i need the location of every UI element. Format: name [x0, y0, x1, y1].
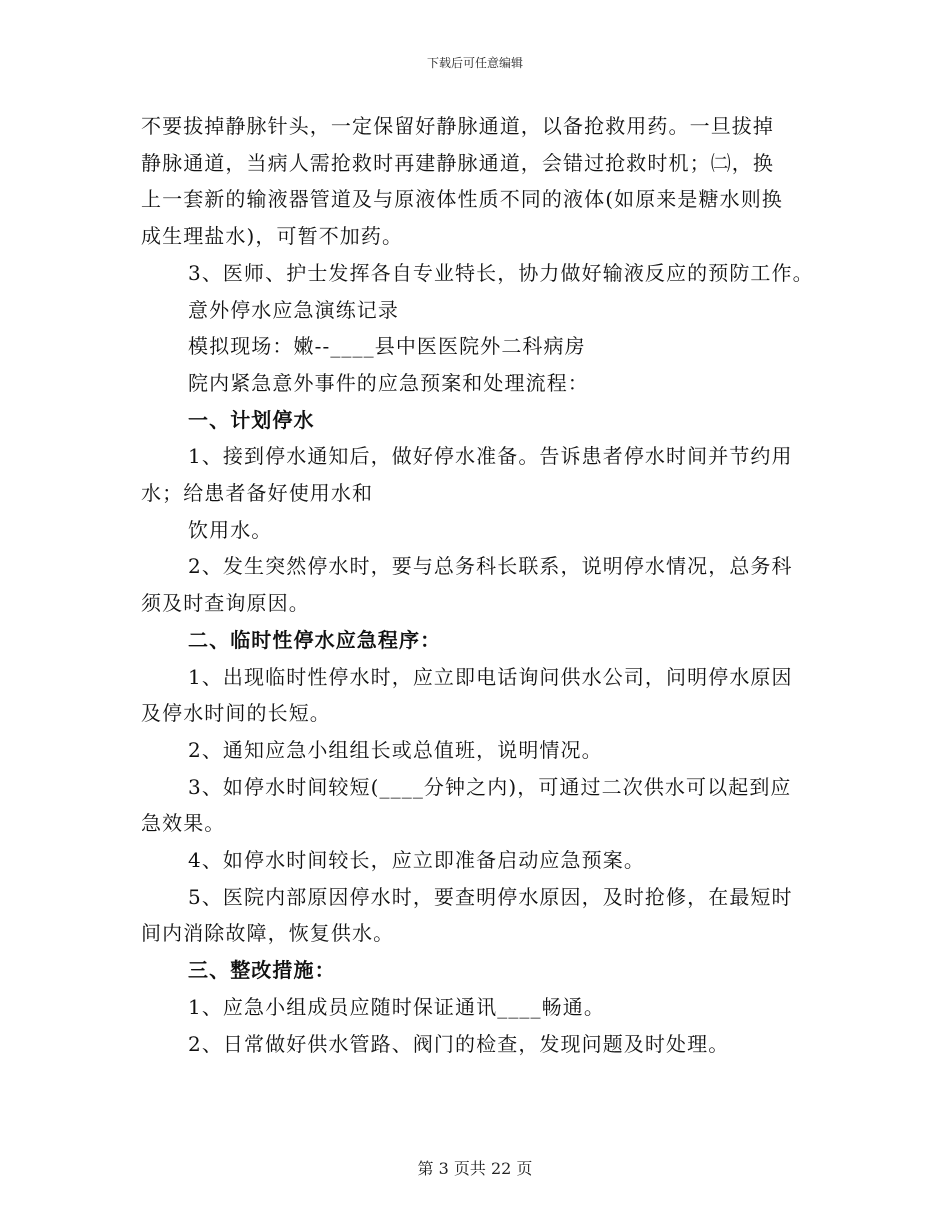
page-header: 下载后可任意编辑 [426, 56, 523, 70]
section-heading: 一、计划停水 [188, 407, 315, 432]
text-line: 上一套新的输液器管道及与原液体性质不同的液体(如原来是糖水则换 [141, 187, 783, 212]
text-line: 间内消除故障，恢复供水。 [141, 921, 395, 946]
text-line: 饮用水。 [188, 517, 273, 542]
text-line: 院内紧急意外事件的应急预案和处理流程： [188, 370, 589, 395]
text-line: 2、发生突然停水时，要与总务科长联系，说明停水情况，总务科 [188, 554, 793, 579]
text-line: 模拟现场：嫩--____县中医医院外二科病房 [188, 334, 586, 359]
text-line: 不要拔掉静脉针头，一定保留好静脉通道，以备抢救用药。一旦拔掉 [141, 114, 774, 138]
text-line: 须及时查询原因。 [141, 591, 310, 616]
text-line: 3、医师、护士发挥各自专业特长，协力做好输液反应的预防工作。 [188, 260, 814, 285]
text-line: 2、日常做好供水管路、阀门的检查，发现问题及时处理。 [188, 1031, 730, 1056]
text-line: 水；给患者备好使用水和 [141, 481, 374, 506]
document-body [141, 108, 813, 1062]
text-line: 意外停水应急演练记录 [188, 297, 399, 322]
text-line: 3、如停水时间较短(____分钟之内)，可通过二次供水可以起到应 [188, 774, 792, 799]
text-line: 急效果。 [141, 811, 226, 836]
text-line: 5、医院内部原因停水时，要查明停水原因，及时抢修，在最短时 [188, 884, 793, 909]
text-line: 成生理盐水)，可暂不加药。 [141, 224, 404, 249]
text-line: 及停水时间的长短。 [141, 701, 331, 726]
text-line: 2、通知应急小组组长或总值班，说明情况。 [188, 737, 603, 762]
section-heading: 三、整改措施： [188, 958, 336, 983]
text-line: 静脉通道，当病人需抢救时再建静脉通道，会错过抢救时机；㈡，换 [141, 150, 774, 175]
page-footer: 第 3 页共 22 页 [417, 1159, 533, 1178]
text-line: 1、应急小组成员应随时保证通讯____畅通。 [188, 994, 605, 1019]
text-line: 4、如停水时间较长，应立即准备启动应急预案。 [188, 848, 645, 873]
text-line: 1、接到停水通知后，做好停水准备。告诉患者停水时间并节约用 [188, 444, 793, 469]
text-line: 1、出现临时性停水时，应立即电话询问供水公司，问明停水原因 [188, 664, 793, 689]
section-heading: 二、临时性停水应急程序： [188, 627, 442, 652]
